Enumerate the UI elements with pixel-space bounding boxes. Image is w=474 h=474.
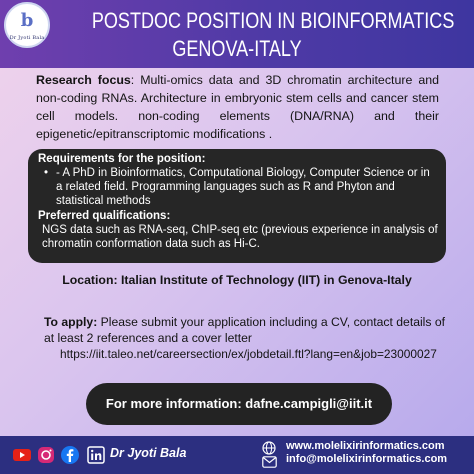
requirements-box — [28, 149, 446, 263]
requirements-item — [38, 166, 438, 208]
apply-label: To apply: — [44, 315, 98, 329]
globe-icon — [262, 441, 276, 455]
logo-letter: b — [20, 10, 34, 31]
page-title-line2: GENOVA-ITALY — [172, 36, 302, 61]
logo-text: Dr Jyoti Bala — [9, 35, 45, 41]
youtube-icon[interactable] — [12, 445, 32, 465]
facebook-icon[interactable] — [60, 445, 80, 465]
mail-icon — [262, 456, 277, 468]
research-focus-label: Research focus — [36, 73, 131, 87]
apply-text: Please submit your application including a CV, contact details of at least 2 references and a cover letter — [44, 315, 446, 345]
requirements-heading: Requirements for the position: — [38, 153, 206, 165]
instagram-icon[interactable] — [36, 445, 56, 465]
footer-contact — [286, 440, 447, 466]
bullet: • — [44, 167, 49, 179]
linkedin-icon[interactable] — [86, 445, 106, 465]
apply-section — [44, 314, 450, 346]
page-title-line1: POSTDOC POSITION IN BIOINFORMATICS — [91, 8, 455, 33]
apply-link[interactable]: https://iit.taleo.net/careersection/ex/jobdetail.ftl?lang=en&job=23000027 — [60, 347, 437, 361]
email-link[interactable]: info@molelixirinformatics.com — [286, 453, 448, 465]
website-link[interactable]: www.molelixirinformatics.com — [286, 440, 445, 452]
footer-handle: Dr Jyoti Bala — [110, 446, 187, 460]
research-focus-text: : Multi-omics data and 3D chromatin architecture and non-coding RNAs. Architecture in embryonic stem cells and cancer stem cell models. non-coding elements (DNA/RNA) and their epigenetic/epitranscriptomic modifications . — [36, 73, 439, 141]
research-focus — [36, 71, 439, 143]
more-info-button[interactable]: For more information: dafne.campigli@iit.it — [86, 383, 392, 425]
location: Location: Italian Institute of Technology (IIT) in Genova-Italy — [62, 273, 412, 287]
preferred-text: NGS data such as RNA-seq, ChIP-seq etc (previous experience in analysis of chromatin conformation data such as Hi-C. — [42, 224, 438, 250]
requirements-item-text: - A PhD in Bioinformatics, Computational Biology, Computer Science or in a related field. Programming languages such as R and Phyton and statistical methods — [56, 167, 430, 207]
preferred-heading: Preferred qualifications: — [38, 210, 171, 222]
logo — [4, 2, 50, 48]
